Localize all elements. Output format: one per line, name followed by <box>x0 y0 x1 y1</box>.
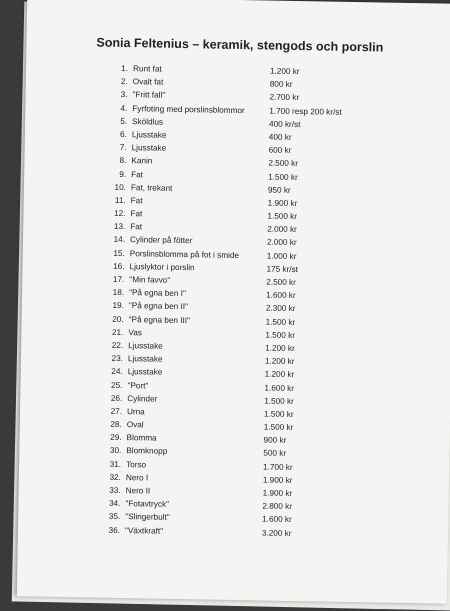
item-price: 800 kr <box>270 78 293 92</box>
item-price: 1.900 kr <box>263 473 293 487</box>
item-name: Fat <box>131 194 143 207</box>
item-price: 1.900 kr <box>263 486 293 500</box>
item-name: Ljusstake <box>128 352 163 366</box>
item-number: 19. <box>104 299 124 313</box>
item-price: 2.700 kr <box>269 91 299 105</box>
item-number: 24. <box>103 365 123 379</box>
item-name: "Slingerbult" <box>125 510 170 524</box>
item-number: 21. <box>103 325 123 339</box>
item-number: 2. <box>108 75 128 89</box>
item-number: 16. <box>104 259 124 273</box>
item-number: 12. <box>105 207 125 221</box>
item-name: Nero II <box>126 484 151 498</box>
item-name: Ljuslyktor i porslin <box>129 260 194 274</box>
item-number: 29. <box>101 431 121 445</box>
item-name: "Fotavtryck" <box>125 497 169 511</box>
item-price: 1.500 kr <box>265 328 295 342</box>
item-price: 1.500 kr <box>266 315 296 329</box>
price-list <box>100 62 108 537</box>
item-name: Oval <box>127 418 144 431</box>
item-price: 175 kr/st <box>266 262 298 276</box>
item-price: 400 kr <box>269 130 292 144</box>
item-name: "På egna ben I" <box>129 286 186 300</box>
item-price: 500 kr <box>263 447 286 461</box>
item-number: 7. <box>107 141 127 155</box>
item-price: 1.000 kr <box>267 249 297 263</box>
item-price: 2.000 kr <box>267 223 297 237</box>
item-name: Fat <box>131 168 143 181</box>
item-number: 35. <box>100 510 120 524</box>
item-price: 1.500 kr <box>264 407 294 421</box>
item-name: "Fritt fall" <box>132 89 165 103</box>
item-price: 1.200 kr <box>265 355 295 369</box>
item-number: 8. <box>106 154 126 168</box>
item-name: "På egna ben II" <box>129 299 188 313</box>
item-number: 1. <box>108 62 128 76</box>
item-price: 1.600 kr <box>266 289 296 303</box>
item-number: 5. <box>107 114 127 128</box>
item-price: 1.500 kr <box>264 421 294 435</box>
item-name: Ovalt fat <box>133 75 164 89</box>
item-number: 10. <box>106 180 126 194</box>
item-name: Cylinder <box>127 392 157 406</box>
item-price: 2.500 kr <box>268 157 298 171</box>
item-number: 20. <box>104 312 124 326</box>
item-name: Sköldlus <box>132 115 163 129</box>
item-name: Fat <box>130 220 142 233</box>
item-name: Nero I <box>126 471 149 485</box>
item-price: 600 kr <box>269 144 292 158</box>
item-number: 28. <box>102 418 122 432</box>
item-price: 3.200 kr <box>262 526 292 540</box>
item-number: 32. <box>101 470 121 484</box>
document-title: Sonia Feltenius – keramik, stengods och porslin <box>96 36 383 55</box>
item-name: Fat, trekant <box>131 181 173 195</box>
item-name: Ljusstake <box>132 128 167 142</box>
item-name: Kanin <box>131 154 152 168</box>
item-price: 1.200 kr <box>270 65 300 79</box>
price-list-sheet <box>17 0 450 604</box>
item-price: 1.900 kr <box>268 196 298 210</box>
item-price: 1.700 kr <box>263 460 293 474</box>
item-number: 27. <box>102 405 122 419</box>
item-price: 1.200 kr <box>265 341 295 355</box>
item-name: Fyrfoting med porslinsblommor <box>132 102 245 117</box>
item-number: 31. <box>101 457 121 471</box>
item-price: 1.600 kr <box>262 513 292 527</box>
item-price: 900 kr <box>263 434 286 448</box>
item-name: "Port" <box>127 379 148 393</box>
item-price: 1.500 kr <box>268 170 298 184</box>
item-name: Porslinsblomma på fot i smide <box>130 247 239 262</box>
item-number: 6. <box>107 128 127 142</box>
item-number: 18. <box>104 286 124 300</box>
item-number: 15. <box>105 246 125 260</box>
item-price: 400 kr/st <box>269 117 301 131</box>
item-name: Blomknopp <box>126 445 167 459</box>
item-number: 14. <box>105 233 125 247</box>
item-name: Ljusstake <box>132 141 167 155</box>
item-name: Runt fat <box>133 62 162 76</box>
item-price: 1.500 kr <box>267 210 297 224</box>
item-name: Fat <box>130 207 142 220</box>
item-name: Blomma <box>126 431 156 445</box>
item-price: 1.600 kr <box>264 381 294 395</box>
item-price: 2.500 kr <box>266 276 296 290</box>
item-name: "Min favvo" <box>129 273 170 287</box>
item-number: 36. <box>100 523 120 537</box>
item-number: 34. <box>100 497 120 511</box>
item-name: "Växtkraft" <box>125 524 163 538</box>
item-number: 30. <box>101 444 121 458</box>
item-price: 2.300 kr <box>266 302 296 316</box>
item-name: Urna <box>127 405 145 419</box>
item-price: 1.500 kr <box>264 394 294 408</box>
item-price: 950 kr <box>268 183 291 197</box>
item-number: 3. <box>107 88 127 102</box>
item-name: "På egna ben III" <box>129 313 191 327</box>
item-number: 17. <box>104 273 124 287</box>
item-name: Cylinder på fötter <box>130 234 193 248</box>
item-price: 1.700 resp 200 kr/st <box>269 104 342 118</box>
item-price: 2.800 kr <box>262 500 292 514</box>
item-name: Vas <box>128 326 142 339</box>
item-number: 9. <box>106 167 126 181</box>
item-price: 1.200 kr <box>265 368 295 382</box>
item-name: Torso <box>126 458 146 472</box>
item-name: Ljusstake <box>128 365 163 379</box>
item-number: 22. <box>103 339 123 353</box>
item-number: 33. <box>101 484 121 498</box>
item-price: 2.000 kr <box>267 236 297 250</box>
item-number: 23. <box>103 352 123 366</box>
item-number: 26. <box>102 391 122 405</box>
item-number: 4. <box>107 101 127 115</box>
item-number: 25. <box>102 378 122 392</box>
item-number: 13. <box>105 220 125 234</box>
item-name: Ljusstake <box>128 339 163 353</box>
item-number: 11. <box>106 194 126 208</box>
